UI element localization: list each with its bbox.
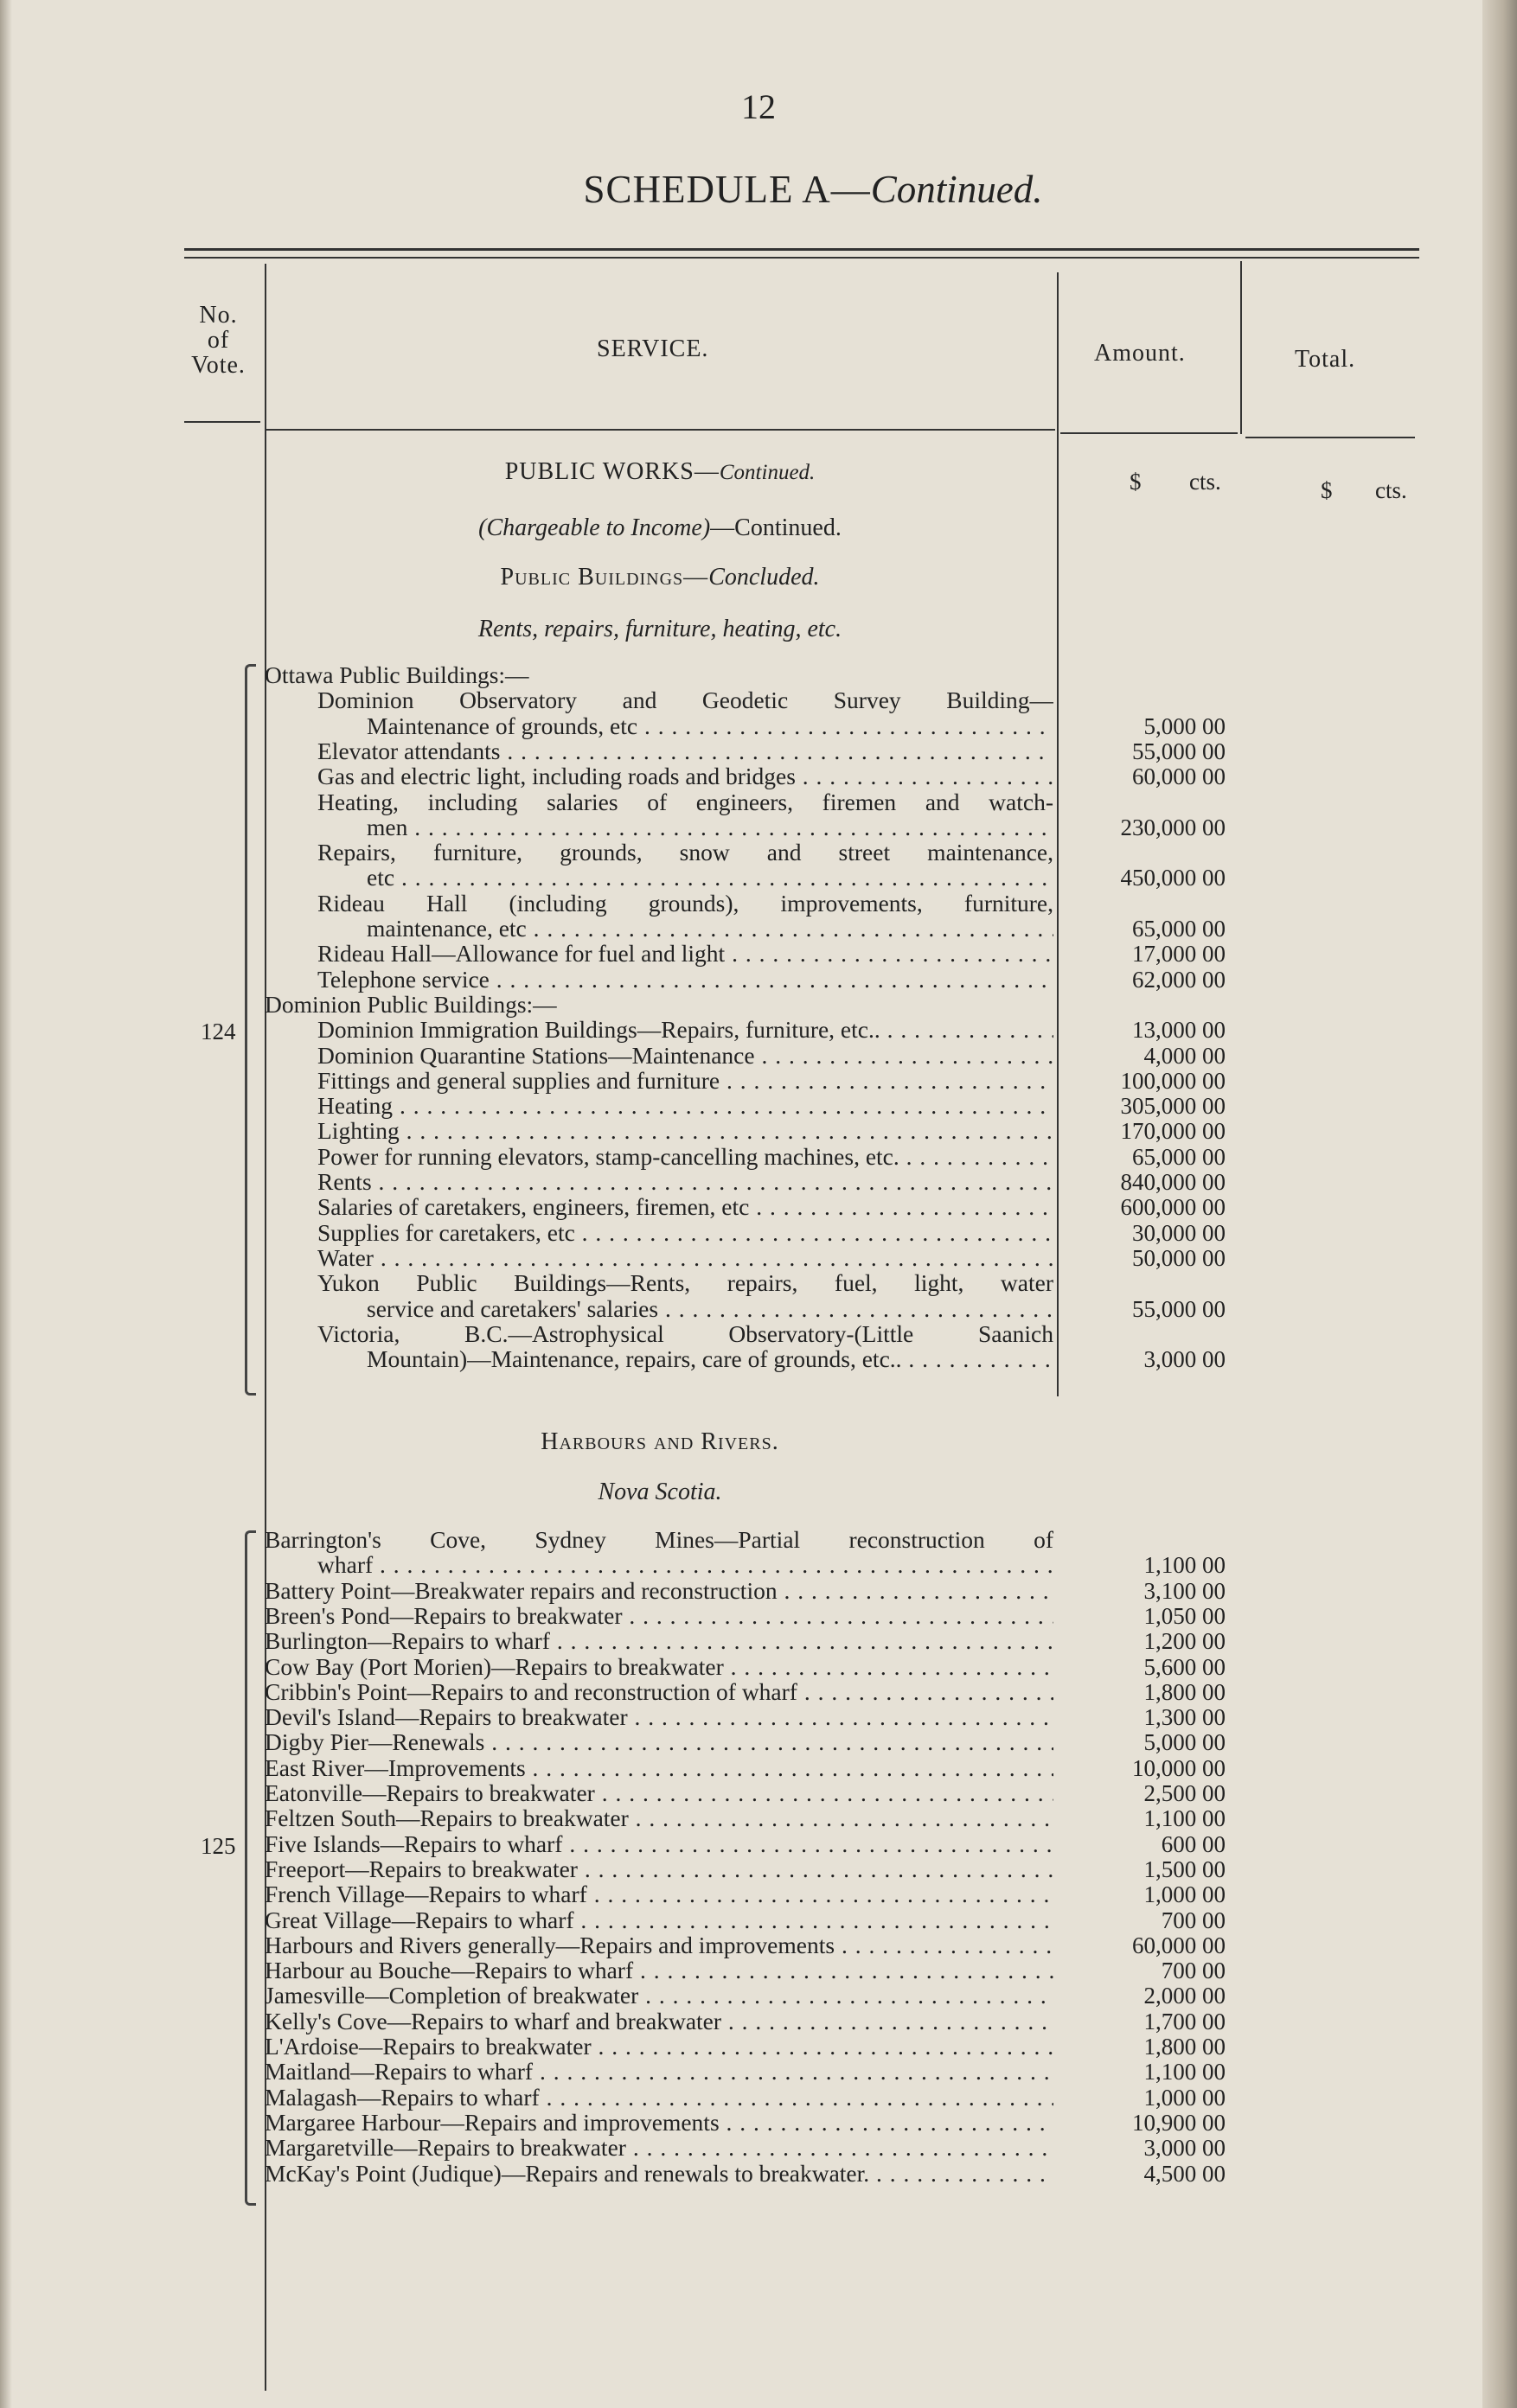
item-description: Kelly's Cove—Repairs to wharf and breakwater . . . — [265, 2009, 1053, 2034]
list-item — [265, 1527, 1053, 1553]
item-description: McKay's Point (Judique)—Repairs and renewals to breakwater. . . . — [265, 2161, 1053, 2187]
item-amount: 1,100 00 — [1143, 1552, 1226, 1579]
item-description: Salaries of caretakers, engineers, firemen, etc . . . — [317, 1194, 1053, 1220]
item-amount: 60,000 00 — [1132, 1932, 1226, 1958]
column-header-amount: Amount. — [1094, 340, 1186, 367]
item-amount: 1,000 00 — [1143, 2084, 1226, 2111]
rents-heading — [266, 616, 1053, 643]
item-description: men . . . — [367, 814, 1053, 840]
item-description: Cribbin's Point—Repairs to and reconstruction of wharf . . . — [265, 1679, 1053, 1705]
item-description: Maitland—Repairs to wharf . . . — [265, 2059, 1053, 2085]
item-description: service and caretakers' salaries . . . — [367, 1296, 1053, 1322]
subsection-title — [266, 564, 1053, 591]
item-amount: 1,050 00 — [1143, 1602, 1226, 1629]
item-description: Repairs, furniture, grounds, snow and street maintenance, — [317, 840, 1053, 866]
item-description: Dominion Immigration Buildings—Repairs, furniture, etc.. . . . — [317, 1017, 1053, 1043]
item-description: Five Islands—Repairs to wharf . . . — [265, 1831, 1053, 1857]
item-description: Margaree Harbour—Repairs and improvements . . . — [265, 2110, 1053, 2136]
list-item — [265, 789, 1053, 815]
item-amount: 2,500 00 — [1143, 1780, 1226, 1806]
list-item — [265, 967, 1053, 993]
item-description: Mountain)—Maintenance, repairs, care of grounds, etc.. . . . — [367, 1346, 1053, 1372]
item-description: Yukon Public Buildings—Rents, repairs, fuel, light, water — [317, 1270, 1053, 1297]
list-item — [265, 1654, 1053, 1680]
item-amount: 840,000 00 — [1120, 1169, 1226, 1195]
top-rule-thin — [184, 257, 1419, 259]
item-description: Gas and electric light, including roads and bridges . . . — [317, 763, 1053, 789]
list-item — [265, 1729, 1053, 1755]
heading-main: SCHEDULE A— — [583, 168, 871, 211]
list-item — [265, 1118, 1053, 1144]
list-item — [265, 1220, 1053, 1246]
item-amount: 60,000 00 — [1132, 763, 1226, 790]
item-description: Battery Point—Breakwater repairs and reconstruction . . . — [265, 1578, 1053, 1604]
item-description: wharf . . . — [317, 1552, 1053, 1578]
item-amount: 5,000 00 — [1143, 1729, 1226, 1756]
item-description: Breen's Pond—Repairs to breakwater . . . — [265, 1603, 1053, 1629]
item-description: Heating, including salaries of engineers, firemen and watch- — [317, 789, 1053, 815]
item-description: Digby Pier—Renewals . . . — [265, 1729, 1053, 1755]
province-heading — [266, 1479, 1053, 1506]
vote-124-number: 124 — [201, 1019, 236, 1044]
item-amount: 1,700 00 — [1143, 2008, 1226, 2034]
item-description: East River—Improvements . . . — [265, 1755, 1053, 1781]
item-amount: 1,300 00 — [1143, 1704, 1226, 1731]
header-rule-total — [1245, 437, 1415, 438]
list-item — [265, 1932, 1053, 1958]
header-rule-amount — [1060, 432, 1238, 434]
item-description: Rideau Hall—Allowance for fuel and light . . . — [317, 941, 1053, 967]
list-item — [265, 1805, 1053, 1831]
list-item — [265, 1245, 1053, 1271]
chargeable-line — [266, 514, 1053, 542]
item-description: Eatonville—Repairs to breakwater . . . — [265, 1780, 1053, 1806]
list-item — [265, 1628, 1053, 1654]
vote-header-line: Vote. — [191, 352, 246, 379]
item-description: Barrington's Cove, Sydney Mines—Partial reconstruction of — [265, 1527, 1053, 1553]
item-description: Dominion Observatory and Geodetic Survey Building— — [317, 687, 1053, 714]
item-description: Fittings and general supplies and furniture . . . — [317, 1068, 1053, 1094]
item-description: Freeport—Repairs to breakwater . . . — [265, 1856, 1053, 1882]
list-item — [265, 2135, 1053, 2161]
vote-125-bracket — [245, 1530, 256, 2206]
item-description: French Village—Repairs to wharf . . . — [265, 1881, 1053, 1907]
item-description: Telephone service . . . — [317, 967, 1053, 993]
item-amount: 13,000 00 — [1132, 1017, 1226, 1044]
item-description: Malagash—Repairs to wharf . . . — [265, 2085, 1053, 2111]
top-rule-thick — [184, 248, 1419, 251]
list-item — [265, 1169, 1053, 1195]
section-title — [266, 458, 1053, 486]
item-amount: 3,000 00 — [1143, 2135, 1226, 2162]
list-item — [265, 1578, 1053, 1604]
item-description: Cow Bay (Port Morien)—Repairs to breakwater . . . — [265, 1654, 1053, 1680]
item-amount: 4,000 00 — [1143, 1042, 1226, 1069]
item-amount: 2,000 00 — [1143, 1983, 1226, 2009]
item-amount: 1,100 00 — [1143, 2059, 1226, 2085]
item-amount: 100,000 00 — [1120, 1067, 1226, 1094]
list-item — [265, 713, 1053, 739]
item-amount: 700 00 — [1161, 1958, 1226, 1984]
item-amount: 55,000 00 — [1132, 1295, 1226, 1322]
vote-124-bracket — [245, 664, 256, 1396]
list-item — [265, 1983, 1053, 2009]
item-amount: 1,800 00 — [1143, 2034, 1226, 2060]
item-description: Feltzen South—Repairs to breakwater . . . — [265, 1805, 1053, 1831]
list-item — [265, 1321, 1053, 1347]
total-dollar-sign: $ — [1321, 477, 1333, 503]
item-amount: 700 00 — [1161, 1907, 1226, 1933]
list-item — [265, 1856, 1053, 1882]
page-edge — [1482, 0, 1517, 2408]
item-description: Heating . . . — [317, 1093, 1053, 1119]
list-item — [265, 1603, 1053, 1629]
list-item — [265, 1552, 1053, 1578]
list-item — [265, 1881, 1053, 1907]
list-item — [265, 840, 1053, 865]
item-amount: 62,000 00 — [1132, 966, 1226, 993]
list-item — [265, 1958, 1053, 1983]
list-item — [265, 2059, 1053, 2085]
list-item — [265, 1831, 1053, 1857]
item-amount: 10,000 00 — [1132, 1754, 1226, 1781]
item-description: Rideau Hall (including grounds), improvements, furniture, — [317, 890, 1053, 917]
list-item — [265, 941, 1053, 967]
list-item — [265, 1346, 1053, 1372]
item-amount: 1,500 00 — [1143, 1856, 1226, 1882]
header-rule-vote — [184, 421, 260, 423]
header-rule-service — [266, 429, 1055, 431]
item-description: Rents . . . — [317, 1169, 1053, 1195]
list-item — [265, 1144, 1053, 1170]
item-amount: 4,500 00 — [1143, 2160, 1226, 2187]
item-description: Supplies for caretakers, etc . . . — [317, 1220, 1053, 1246]
item-amount: 450,000 00 — [1120, 865, 1226, 891]
item-amount: 305,000 00 — [1120, 1093, 1226, 1120]
list-item — [265, 1068, 1053, 1094]
list-item — [265, 2009, 1053, 2034]
list-item — [265, 2110, 1053, 2136]
item-description: Dominion Public Buildings:— — [265, 991, 557, 1018]
item-description: Harbour au Bouche—Repairs to wharf . . . — [265, 1958, 1053, 1983]
schedule-heading — [0, 167, 1517, 212]
list-item — [265, 1093, 1053, 1119]
item-description: Dominion Quarantine Stations—Maintenance . . . — [317, 1043, 1053, 1069]
list-item — [265, 763, 1053, 789]
item-amount: 50,000 00 — [1132, 1244, 1226, 1271]
list-item — [265, 865, 1053, 891]
item-description: Lighting . . . — [317, 1118, 1053, 1144]
item-amount: 1,800 00 — [1143, 1678, 1226, 1705]
item-amount: 30,000 00 — [1132, 1219, 1226, 1246]
list-item — [265, 738, 1053, 764]
left-page-shadow — [0, 0, 12, 2408]
item-amount: 1,200 00 — [1143, 1628, 1226, 1655]
amount-cents-label: cts. — [1189, 469, 1221, 495]
item-amount: 17,000 00 — [1132, 941, 1226, 968]
item-description: Great Village—Repairs to wharf . . . — [265, 1907, 1053, 1933]
list-item — [265, 1679, 1053, 1705]
item-description: Elevator attendants . . . — [317, 738, 1053, 764]
column-header-service: SERVICE. — [597, 335, 709, 362]
total-cents-label: cts. — [1375, 477, 1407, 503]
column-header-total: Total. — [1295, 346, 1356, 373]
list-item — [265, 1907, 1053, 1933]
list-item — [265, 2085, 1053, 2111]
item-amount: 600 00 — [1161, 1830, 1226, 1857]
item-amount: 170,000 00 — [1120, 1118, 1226, 1145]
section-title-italic: Continued. — [719, 461, 816, 484]
heading-italic: Continued. — [870, 168, 1043, 211]
list-item — [265, 687, 1053, 713]
list-item — [265, 1270, 1053, 1296]
list-item — [265, 1296, 1053, 1322]
item-description: Jamesville—Completion of breakwater . . . — [265, 1983, 1053, 2009]
item-amount: 3,100 00 — [1143, 1577, 1226, 1604]
item-amount: 10,900 00 — [1132, 2109, 1226, 2136]
list-item — [265, 1017, 1053, 1043]
item-description: Devil's Island—Repairs to breakwater . . . — [265, 1704, 1053, 1730]
item-description: Burlington—Repairs to wharf . . . — [265, 1628, 1053, 1654]
list-item — [265, 891, 1053, 917]
page-number: 12 — [741, 87, 776, 126]
column-divider-3 — [1240, 261, 1242, 434]
list-item — [265, 2034, 1053, 2060]
item-amount: 5,600 00 — [1143, 1653, 1226, 1680]
item-description: Power for running elevators, stamp-cancelling machines, etc. . . . — [317, 1144, 1053, 1170]
list-item — [265, 992, 1053, 1018]
item-amount: 5,000 00 — [1143, 712, 1226, 739]
item-description: Ottawa Public Buildings:— — [265, 662, 529, 688]
chargeable-rest: —Continued. — [710, 514, 842, 541]
subsection-caps: Public Buildings— — [500, 564, 709, 591]
list-item — [265, 1194, 1053, 1220]
list-item — [265, 1704, 1053, 1730]
item-amount: 3,000 00 — [1143, 1346, 1226, 1373]
item-description: Water . . . — [317, 1245, 1053, 1271]
item-description: maintenance, etc . . . — [367, 916, 1053, 942]
item-amount: 55,000 00 — [1132, 738, 1226, 764]
rents-italic: Rents, repairs, furniture, heating, etc. — [477, 616, 842, 642]
column-divider-2 — [1057, 272, 1059, 1396]
section-title-text: PUBLIC WORKS— — [504, 458, 720, 485]
list-item — [265, 2161, 1053, 2187]
list-item — [265, 1780, 1053, 1806]
subsection-italic: Concluded. — [708, 564, 820, 591]
list-item — [265, 1043, 1053, 1069]
item-amount: 600,000 00 — [1120, 1194, 1226, 1221]
list-item — [265, 814, 1053, 840]
item-description: L'Ardoise—Repairs to breakwater . . . — [265, 2034, 1053, 2060]
province-italic: Nova Scotia. — [598, 1479, 722, 1505]
item-description: Margaretville—Repairs to breakwater . . . — [265, 2135, 1053, 2161]
vote-header-line: No. — [199, 302, 238, 329]
vote-header-line: of — [207, 327, 230, 354]
item-description: etc . . . — [367, 865, 1053, 891]
amount-dollar-sign: $ — [1130, 469, 1142, 495]
chargeable-italic: (Chargeable to Income) — [478, 514, 711, 541]
item-amount: 65,000 00 — [1132, 916, 1226, 942]
item-amount: 1,100 00 — [1143, 1805, 1226, 1832]
column-header-vote — [177, 303, 259, 378]
item-amount: 1,000 00 — [1143, 1881, 1226, 1908]
item-description: Maintenance of grounds, etc . . . — [367, 713, 1053, 739]
item-description: Harbours and Rivers generally—Repairs and improvements . . . — [265, 1932, 1053, 1958]
harbours-title: Harbours and Rivers. — [541, 1428, 779, 1455]
list-item — [265, 1755, 1053, 1781]
item-description: Victoria, B.C.—Astrophysical Observatory-(Little Saanich — [317, 1320, 1053, 1347]
item-amount: 230,000 00 — [1120, 814, 1226, 840]
list-item — [265, 662, 1053, 688]
vote-125-number: 125 — [201, 1833, 236, 1859]
list-item — [265, 916, 1053, 942]
item-amount: 65,000 00 — [1132, 1143, 1226, 1170]
